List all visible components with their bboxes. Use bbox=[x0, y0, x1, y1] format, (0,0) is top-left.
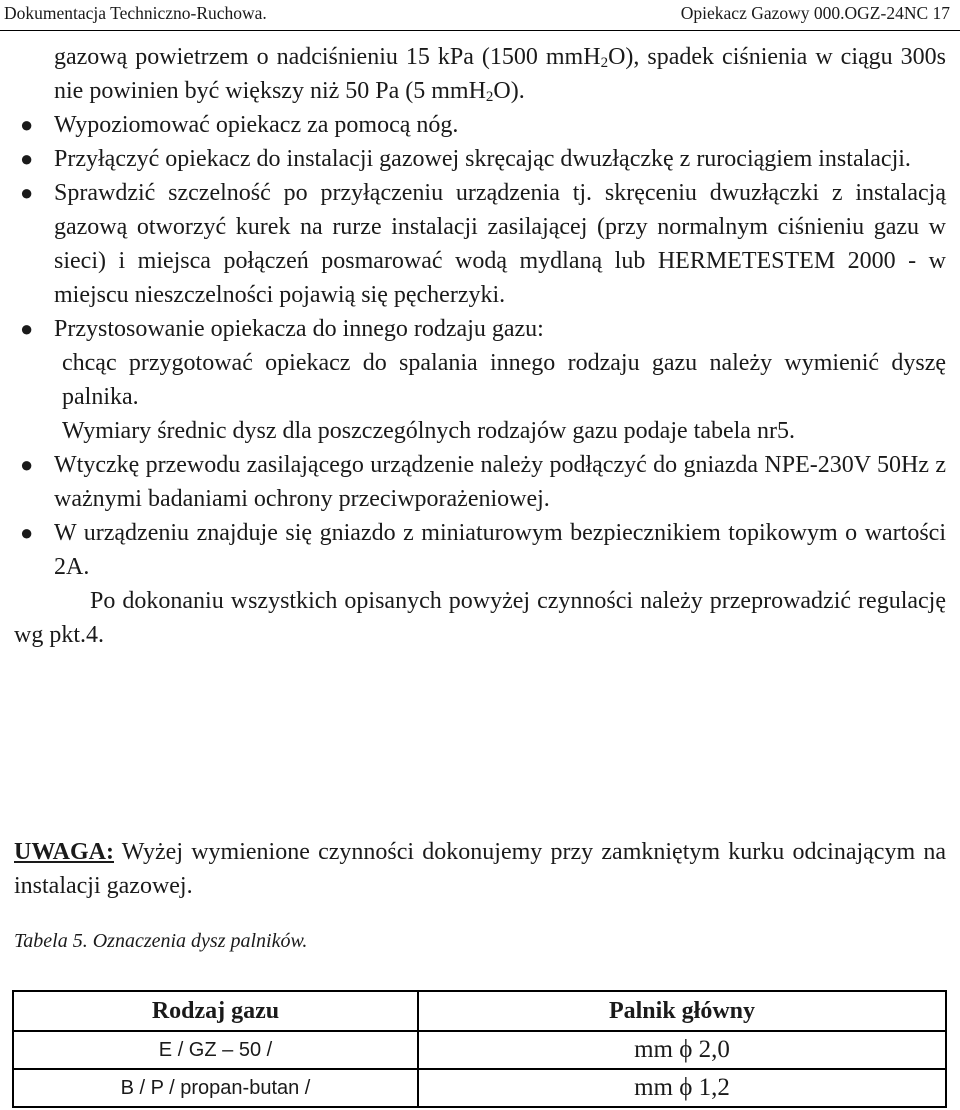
header-doc-title: Dokumentacja Techniczno-Ruchowa. bbox=[4, 3, 267, 23]
warning-label: UWAGA: bbox=[14, 839, 114, 865]
table-cell-nozzle-size: mm ϕ 2,0 bbox=[418, 1031, 946, 1069]
bullet-icon: ● bbox=[20, 112, 34, 137]
text-fragment: O), spadek ciśnienia w ciągu 300s nie powinien być większy niż 50 Pa (5 mmH bbox=[54, 44, 946, 104]
bullet-icon: ● bbox=[20, 146, 34, 171]
bullet-item-fuse bbox=[0, 516, 960, 584]
page-body bbox=[0, 40, 960, 652]
table-cell-gas-type: E / GZ – 50 / bbox=[13, 1031, 418, 1069]
header-product-page: Opiekacz Gazowy 000.OGZ-24NC 17 bbox=[680, 3, 950, 23]
gas-conversion-detail: chcąc przygotować opiekacz do spalania innego rodzaju gazu należy wymienić dyszę palnika. bbox=[62, 350, 946, 410]
table-cell-gas-type: B / P / propan-butan / bbox=[13, 1069, 418, 1107]
page-header bbox=[0, 0, 960, 31]
table-cell-nozzle-size: mm ϕ 1,2 bbox=[418, 1069, 946, 1107]
table-row bbox=[13, 1031, 946, 1069]
bullet-text: Przyłączyć opiekacz do instalacji gazowej skręcając dwuzłączkę z rurociągiem instalacji. bbox=[54, 146, 911, 172]
bullet-text: Wypoziomować opiekacz za pomocą nóg. bbox=[54, 112, 459, 138]
subscript: 2 bbox=[600, 55, 609, 71]
bullet-item-level bbox=[0, 108, 960, 142]
bullet-text: W urządzeniu znajduje się gniazdo z miniaturowym bezpiecznikiem topikowym o wartości 2A. bbox=[54, 520, 946, 580]
bullet-icon: ● bbox=[20, 452, 34, 477]
bullet-item-leak-check bbox=[0, 176, 960, 312]
bullet-text: Wtyczkę przewodu zasilającego urządzenie należy podłączyć do gniazda NPE-230V 50Hz z ważnymi badaniami ochrony przeciwporażeniowej. bbox=[54, 452, 946, 512]
text-fragment: gazową powietrzem o nadciśnieniu 15 kPa (1500 mmH bbox=[54, 44, 601, 70]
table-caption: Tabela 5. Oznaczenia dysz palników. bbox=[14, 930, 308, 952]
bullet-icon: ● bbox=[20, 180, 34, 205]
subscript: 2 bbox=[485, 89, 494, 105]
nozzle-table bbox=[12, 990, 947, 1108]
bullet-item-gas-conversion bbox=[0, 312, 960, 346]
bullet-text: Sprawdzić szczelność po przyłączeniu urządzenia tj. skręceniu dwuzłączki z instalacją gazową otworzyć kurek na rurze instalacji zasilającej (przy normalnym ciśnieniu gazu w sieci) i miejsca połączeń posmarować wodą mydlaną lub HERMETESTEM 2000 - w miejscu nieszczelności pojawią się pęcherzyki. bbox=[54, 180, 946, 308]
warning-text: Wyżej wymienione czynności dokonujemy przy zamkniętym kurku odcinającym na instalacji gazowej. bbox=[14, 839, 946, 899]
table-header-row bbox=[13, 991, 946, 1031]
bullet-item-power-plug bbox=[0, 448, 960, 516]
final-paragraph: Po dokonaniu wszystkich opisanych powyżej czynności należy przeprowadzić regulację wg pkt.4. bbox=[14, 588, 946, 648]
column-header-main-burner: Palnik główny bbox=[418, 991, 946, 1031]
bullet-icon: ● bbox=[20, 520, 34, 545]
continued-paragraph bbox=[0, 40, 960, 108]
bullet-text: Przystosowanie opiekacza do innego rodzaju gazu: bbox=[54, 316, 544, 342]
bullet-item-connect bbox=[0, 142, 960, 176]
column-header-gas-type: Rodzaj gazu bbox=[13, 991, 418, 1031]
table-row bbox=[13, 1069, 946, 1107]
bullet-icon: ● bbox=[20, 316, 34, 341]
gas-conversion-table-ref: Wymiary średnic dysz dla poszczególnych rodzajów gazu podaje tabela nr5. bbox=[62, 418, 795, 444]
warning-note bbox=[14, 835, 946, 903]
text-fragment: O). bbox=[493, 78, 525, 104]
